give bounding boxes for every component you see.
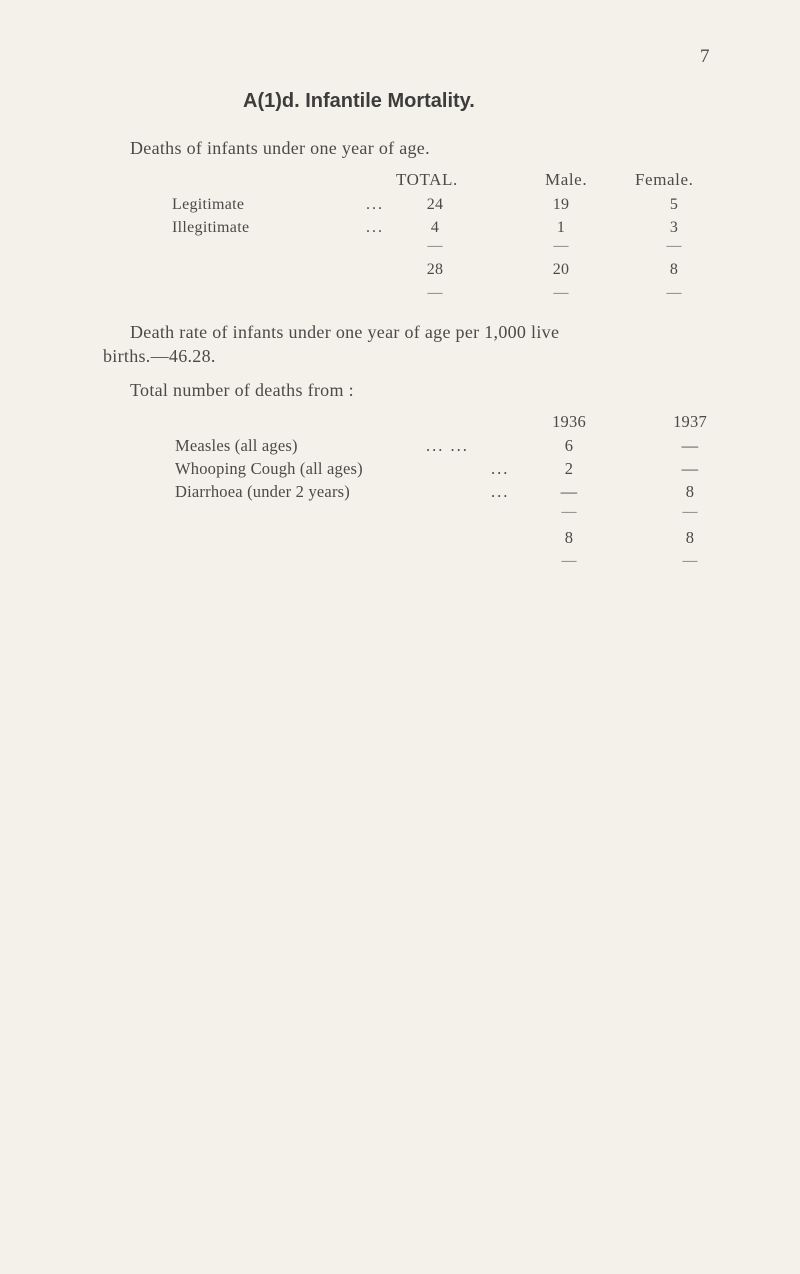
table1-total: 28 (426, 261, 444, 278)
table1-header-female: Female. (635, 170, 694, 189)
table1-rule: — (427, 238, 443, 254)
table2-cell: — (560, 482, 578, 501)
table1-cell: 3 (669, 219, 679, 236)
table1-cell: 1 (556, 219, 566, 236)
death-rate-line1: Death rate of infants under one year of age per 1,000 live (130, 322, 560, 342)
table2-rule: — (561, 504, 577, 520)
table2-header-1937: 1937 (673, 412, 707, 431)
page-number: 7 (700, 46, 710, 67)
intro-text: Deaths of infants under one year of age. (130, 138, 430, 158)
table2-row-label: Diarrhoea (under 2 years) (175, 482, 350, 501)
table2-row-leader: ... ... (426, 436, 469, 455)
table2-cell: — (681, 459, 699, 478)
total-deaths-label: Total number of deaths from : (130, 380, 354, 400)
table1-row-leader: ... (366, 219, 384, 236)
table2-rule: — (561, 553, 577, 569)
table2-rule: — (682, 504, 698, 520)
table1-total: 8 (669, 261, 679, 278)
table2-row-leader: ... (491, 482, 510, 501)
table1-cell: 4 (430, 219, 440, 236)
table2-cell: 6 (564, 436, 574, 455)
table1-cell: 19 (552, 196, 570, 213)
table2-cell: 2 (564, 459, 574, 478)
table2-rule: — (682, 553, 698, 569)
table1-total: 20 (552, 261, 570, 278)
table2-row-label: Measles (all ages) (175, 436, 298, 455)
table2-row-label: Whooping Cough (all ages) (175, 459, 363, 478)
section-heading: A(1)d. Infantile Mortality. (243, 90, 475, 112)
table1-cell: 24 (426, 196, 444, 213)
table2-total: 8 (685, 528, 695, 547)
table1-row-label: Illegitimate (172, 219, 250, 236)
table2-cell: 8 (685, 482, 695, 501)
table1-rule: — (666, 285, 682, 301)
table1-rule: — (666, 238, 682, 254)
table1-rule: — (427, 285, 443, 301)
table1-cell: 5 (669, 196, 679, 213)
table1-row-label: Legitimate (172, 196, 245, 213)
table1-header-total: TOTAL. (396, 170, 458, 189)
table2-header-1936: 1936 (552, 412, 586, 431)
table1-rule: — (553, 238, 569, 254)
table1-rule: — (553, 285, 569, 301)
table2-total: 8 (564, 528, 574, 547)
table1-row-leader: ... (366, 196, 384, 213)
table1-header-male: Male. (545, 170, 588, 189)
table2-row-leader: ... (491, 459, 510, 478)
death-rate-line2: births.—46.28. (103, 346, 216, 366)
table2-cell: — (681, 436, 699, 455)
